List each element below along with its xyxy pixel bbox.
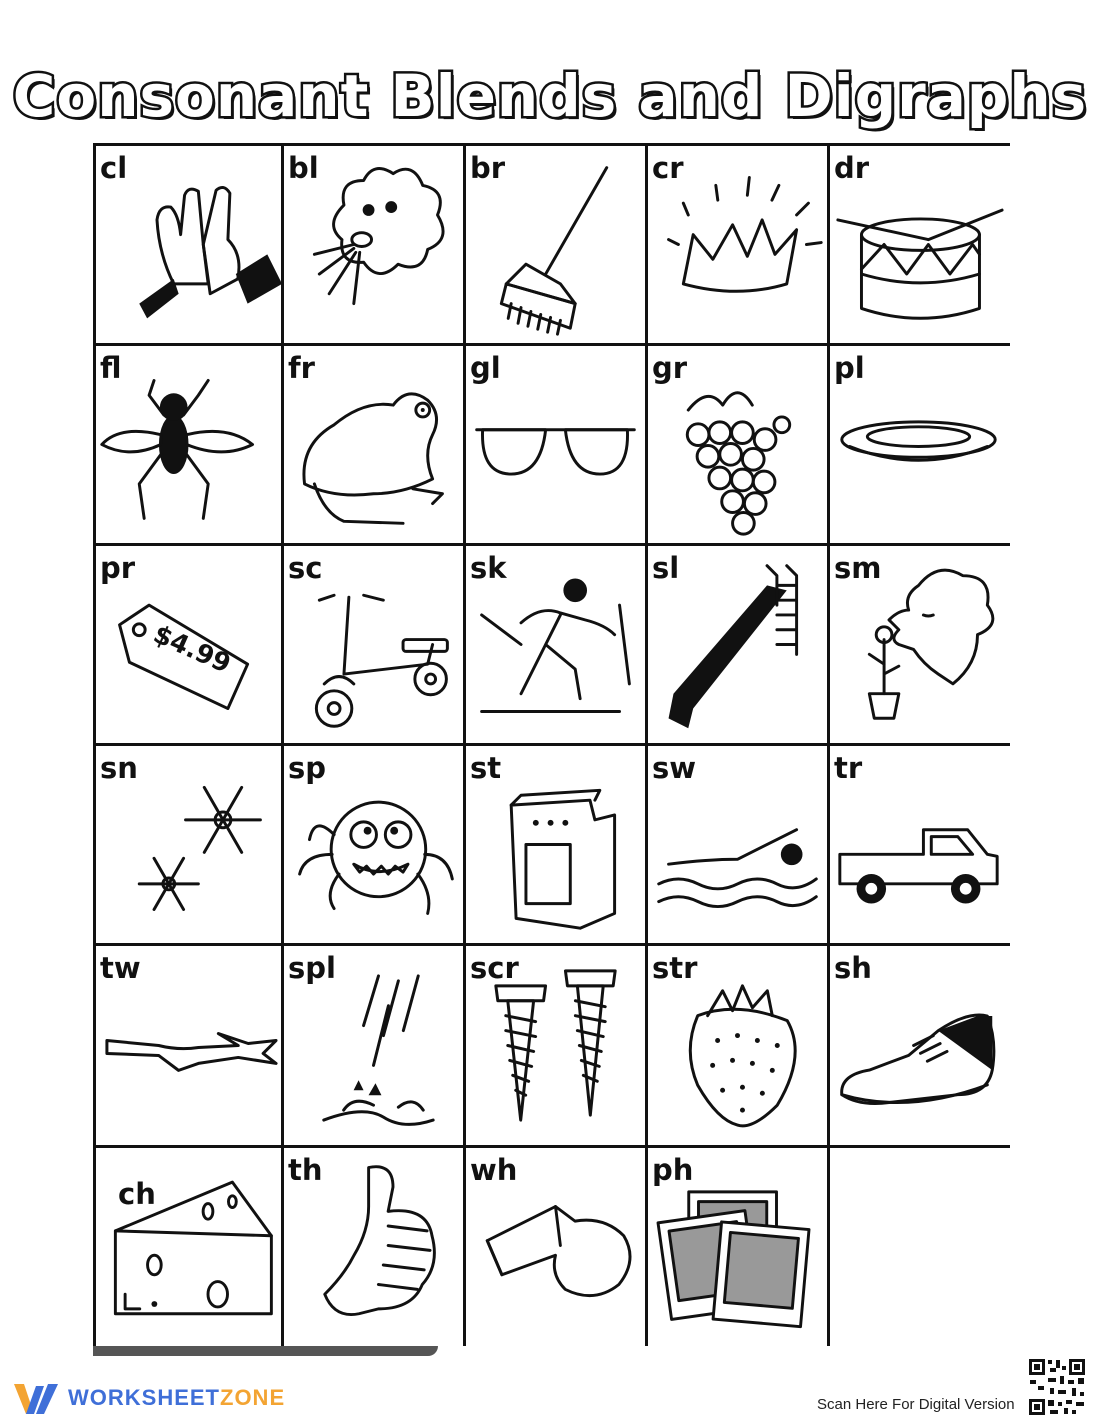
blend-label: st — [470, 751, 502, 785]
cell-sh — [830, 946, 1010, 1148]
drum-icon — [830, 146, 1007, 343]
splash-icon — [284, 946, 463, 1145]
brand-name-part2: ZONE — [220, 1385, 286, 1410]
blend-label: sw — [652, 751, 697, 785]
plate-icon — [830, 346, 1007, 543]
photos-icon — [648, 1148, 827, 1343]
grid-shadow — [93, 1346, 438, 1356]
cell-sm — [830, 546, 1010, 746]
smelling-flower-icon — [830, 546, 1007, 743]
blend-label: fl — [100, 351, 122, 385]
blend-label: tr — [834, 751, 863, 785]
blend-label: str — [652, 951, 698, 985]
cell-sc — [284, 546, 466, 746]
blend-label: sk — [470, 551, 507, 585]
blend-label: pl — [834, 351, 865, 385]
brand-logo[interactable] — [12, 1380, 285, 1416]
cell-cl — [96, 146, 284, 346]
blend-label: cl — [100, 151, 128, 185]
cell-wh — [466, 1148, 648, 1346]
clapping-hands-icon — [96, 146, 281, 343]
shoe-icon — [830, 946, 1007, 1145]
page-title: Consonant Blends and Digraphs — [12, 62, 1088, 130]
worksheetzone-logo-icon — [12, 1380, 60, 1416]
blend-label: scr — [470, 951, 519, 985]
blend-label: wh — [470, 1153, 518, 1187]
twig-icon — [96, 946, 281, 1145]
cell-spl — [284, 946, 466, 1148]
cell-sp — [284, 746, 466, 946]
cell-fr — [284, 346, 466, 546]
blend-label: sh — [834, 951, 872, 985]
blend-label: th — [288, 1153, 323, 1187]
grapes-icon — [648, 346, 827, 543]
slide-icon — [648, 546, 827, 743]
cell-pr — [96, 546, 284, 746]
glasses-icon — [466, 346, 645, 543]
blend-label: sm — [834, 551, 882, 585]
broom-icon — [466, 146, 645, 343]
blend-label: pr — [100, 551, 136, 585]
thumbs-up-icon — [284, 1148, 463, 1343]
blend-label: bl — [288, 151, 319, 185]
brand-name-part1: WORKSHEET — [68, 1385, 220, 1410]
skier-icon — [466, 546, 645, 743]
cell-tr — [830, 746, 1010, 946]
cell-scr — [466, 946, 648, 1148]
blend-label: dr — [834, 151, 870, 185]
cell-gl — [466, 346, 648, 546]
cell-tw — [96, 946, 284, 1148]
qr-code-icon[interactable] — [1028, 1358, 1086, 1416]
cell-sl — [648, 546, 830, 746]
blend-label: ch — [118, 1177, 156, 1211]
blend-label: br — [470, 151, 506, 185]
blends-grid — [93, 143, 1010, 1346]
blend-label: ph — [652, 1153, 694, 1187]
price-tag-icon — [96, 546, 281, 743]
truck-icon — [830, 746, 1007, 943]
cell-ph — [648, 1148, 830, 1346]
cell-sk — [466, 546, 648, 746]
cell-fl — [96, 346, 284, 546]
blend-label: sp — [288, 751, 327, 785]
cell-th — [284, 1148, 466, 1346]
cell-ch — [96, 1148, 284, 1346]
cell-br — [466, 146, 648, 346]
blend-label: tw — [100, 951, 141, 985]
spider-icon — [284, 746, 463, 943]
blend-label: gl — [470, 351, 501, 385]
blend-label: sl — [652, 551, 680, 585]
frog-icon — [284, 346, 463, 543]
cell-gr — [648, 346, 830, 546]
cheese-icon — [96, 1148, 281, 1343]
blend-label: spl — [288, 951, 336, 985]
cell-sw — [648, 746, 830, 946]
cell-sn — [96, 746, 284, 946]
strawberry-icon — [648, 946, 827, 1145]
scooter-icon — [284, 546, 463, 743]
snowflakes-icon — [96, 746, 281, 943]
blend-label: sc — [288, 551, 323, 585]
blowing-cloud-icon — [284, 146, 463, 343]
blend-label: sn — [100, 751, 138, 785]
cell-dr — [830, 146, 1010, 346]
blend-label: gr — [652, 351, 688, 385]
blend-label: fr — [288, 351, 315, 385]
cell-str — [648, 946, 830, 1148]
cell-empty — [830, 1148, 1010, 1346]
cell-st — [466, 746, 648, 946]
cell-cr — [648, 146, 830, 346]
whistle-icon — [466, 1148, 645, 1343]
svg-text:$4.99: $4.99 — [148, 619, 236, 680]
stove-icon — [466, 746, 645, 943]
blend-label: cr — [652, 151, 684, 185]
screws-icon — [466, 946, 645, 1145]
fly-icon — [96, 346, 281, 543]
cell-bl — [284, 146, 466, 346]
crown-icon — [648, 146, 827, 343]
swimmer-icon — [648, 746, 827, 943]
scan-text: Scan Here For Digital Version — [817, 1396, 1015, 1413]
cell-pl — [830, 346, 1010, 546]
